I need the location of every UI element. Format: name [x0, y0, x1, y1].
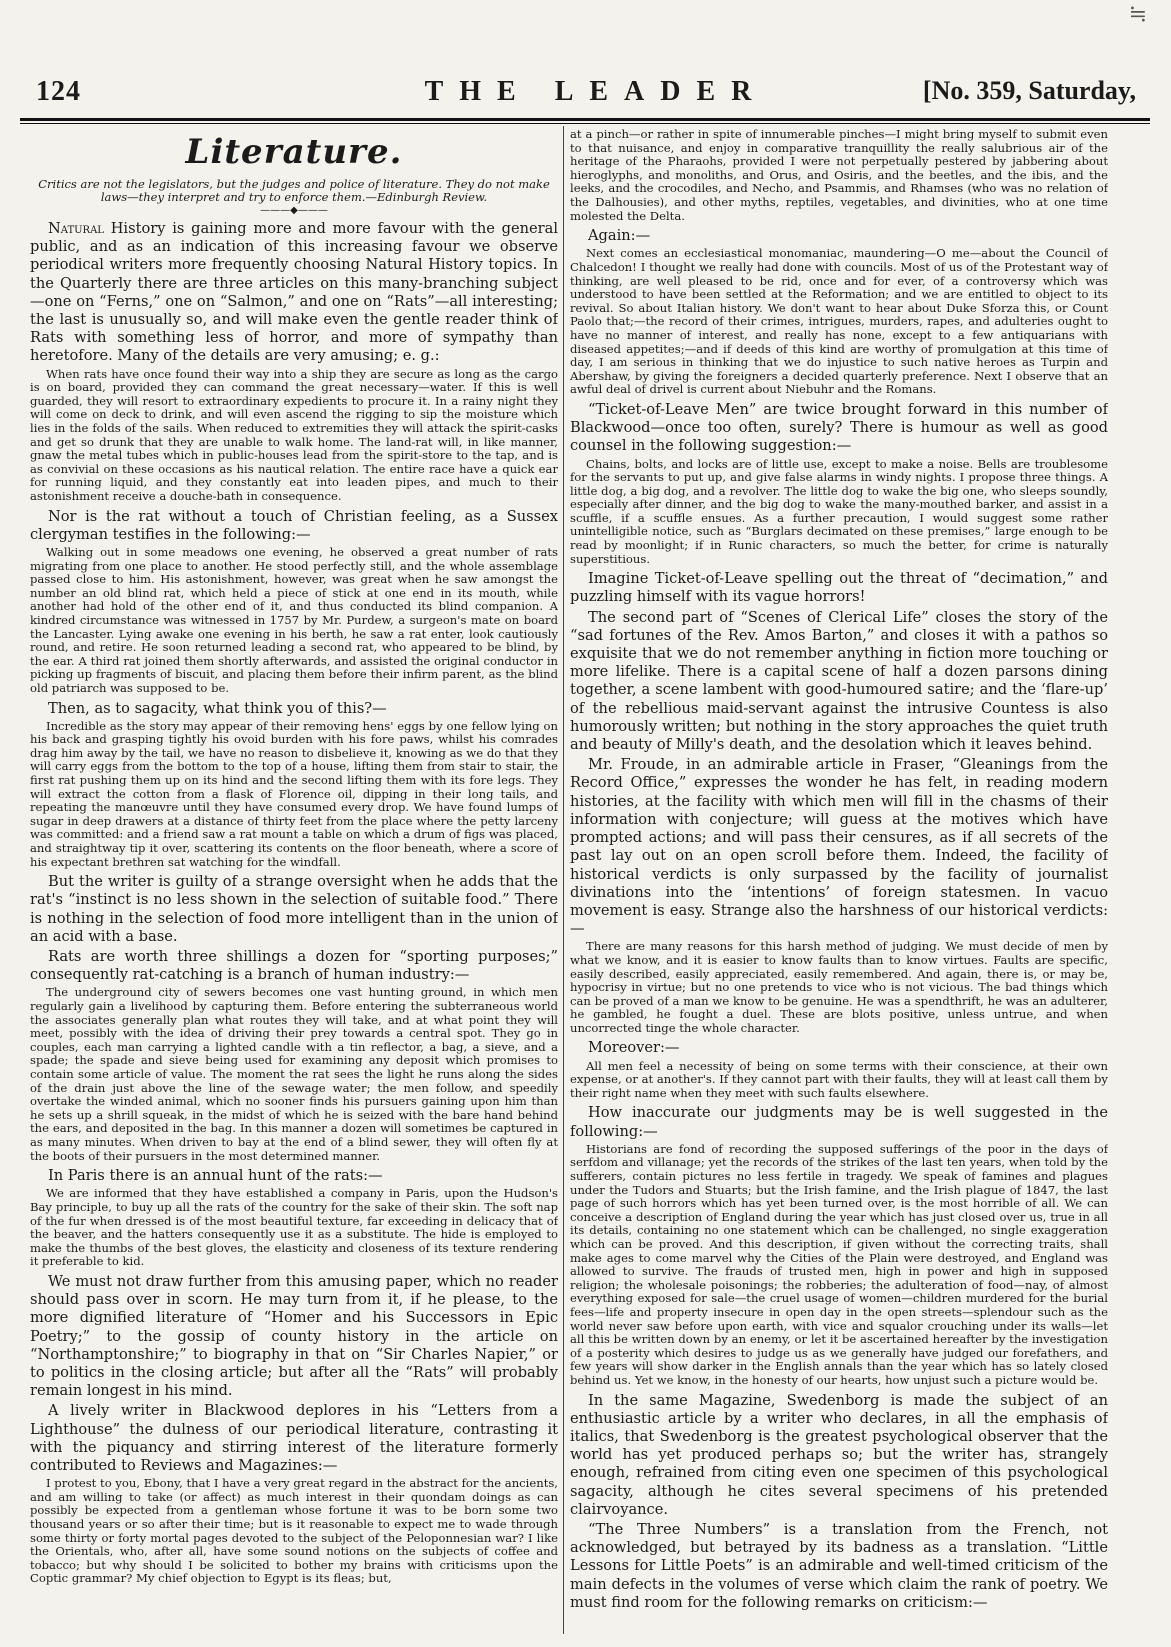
paragraph-text: History is gaining more and more favour with the general public, and as an indication of this increasing favour we observe periodical writers more frequently choosing Natural History topics. In the Quarterly there are three articles on this many-branching subject—one on “Ferns,” one on “Salmon,” and one on “Rats”—all interesting; the last is unusually so, and will make even the gentle reader think of Rats with something less of horror, and more of sympathy than heretofore. Many of the details are very amusing; e. g.:	[30, 220, 558, 365]
article-paragraph: “The Three Numbers” is a translation from the French, not acknowledged, but betrayed by its badness as a translation. “Little Lessons for Little Poets” is an admirable and well-timed criticism of the main defects in the volumes of verse which claim the rank of poetry. We must find room for the following remarks on criticism:—	[570, 1520, 1108, 1611]
quotation: I protest to you, Ebony, that I have a very great regard in the abstract for the ancients, and am willing to take (or affect) as much interest in their quondam doings as can possibly be expected from a gentleman whose fortune it was to be born some two thousand years or so after their time; but is it reasonable to expect me to wade through some thirty or forty mortal pages devoted to the subject of the Peloponnesian war? I like the Orientals, who, after all, have some sound notions on the subjects of coffee and tobacco; but why should I be solicited to bother my brains with criticisms upon the Coptic grammar? My chief objection to Egypt is its fleas; but,	[30, 1476, 558, 1586]
article-paragraph: Again:—	[588, 227, 651, 245]
lead-word: Natural	[48, 220, 104, 237]
article-paragraph: Then, as to sagacity, what think you of this?—	[48, 699, 387, 717]
quotation: Incredible as the story may appear of their removing hens' eggs by one fellow lying on his back and grasping tightly his ovoid burden with his fore paws, whilst his comrades drag him away by the tail, we have no reason to disbelieve it, knowing as we do that they will carry eggs from the bottom to the top of a house, lifting them from stair to stair, the first rat pushing them up on its hind and the second lifting them with its fore legs. They will extract the cotton from a flask of Florence oil, dipping in their long tails, and repeating the manœuvre until they have consumed every drop. We have found lumps of sugar in deep drawers at a distance of thirty feet from the place where the petty larceny was committed: and a friend saw a rat mount a table on which a drum of figs was placed, and straightway tip it over, scattering its contents on the floor beneath, where a score of his expectant brethren sat watching for the windfall.	[30, 718, 558, 869]
quotation: There are many reasons for this harsh method of judging. We must decide of men by what we know, and it is easier to know faults than to know virtues. Faults are specific, easily described, easily appreciated, easily remembered. And again, there is, or may be, hypocrisy in virtue; but no one pretends to vice who is not vicious. The bad things which can be proved of a man we know to be genuine. He was a spendthrift, he was an adulterer, he gambled, he fought a duel. These are blots positive, unless untrue, and when uncorrected tinge the whole character.	[570, 939, 1108, 1035]
quotation: Next comes an ecclesiastical monomaniac, maundering—O me—about the Council of Chalcedon! I thought we really had done with councils. Most of us of the Protestant way of thinking, are well pleased to be rid, once and for ever, of a controversy which was understood to have been settled at the Reformation; and we are entitled to object to its revival. So about Italian history. We don't want to hear about Duke Sforza this, or Count Paolo that;—the record of their crimes, intrigues, murders, rapes, and adulteries ought to have no manner of interest, and really has none, except to a few antiquarians with diseased appetites;—and if deeds of this kind are worthy of promulgation at this time of day, I am serious in thinking that we do injustice to such native heroes as Turpin and Abershaw, by giving the foreigners a decided quarterly preference. Next I observe that an awful deal of drivel is current about Niebuhr and the Romans.	[570, 246, 1108, 397]
article-paragraph: But the writer is guilty of a strange oversight when he adds that the rat's “instinct is no less shown in the selection of suitable food.” There is nothing in the selection of food more intelligent than in the union of an acid with a base.	[30, 873, 558, 945]
quotation: Walking out in some meadows one evening, he observed a great number of rats migrating from one place to another. He stood perfectly still, and the whole assemblage passed close to him. His astonishment, however, was great when he saw amongst the number an old blind rat, which held a piece of stick at one end in its mouth, while another had hold of the other end of it, and thus conducted its blind companion. A kindred circumstance was witnessed in 1757 by Mr. Purdew, a surgeon's mate on board the Lancaster. Lying awake one evening in his berth, he saw a rat enter, look cautiously round, and retire. He soon returned leading a second rat, who appeared to be blind, by the ear. A third rat joined them shortly afterwards, and assisted the original conductor in picking up fragments of biscuit, and placing them before their infirm parent, as the blind old patriarch was supposed to be.	[30, 544, 558, 695]
quotation: at a pinch—or rather in spite of innumerable pinches—I might bring myself to submit even to that nuisance, and enjoy in comparative tranquillity the really salubrious air of the heritage of the Pharaohs, provided I were not perpetually pestered by jabbering about hieroglyphs, and monoliths, and Orus, and Osiris, and the beetles, and the ibis, and the leeks, and the crocodiles, and Necho, and Psammis, and Rhamses (who was no relation of the Dalhousies), and other myths, reptiles, vegetables, and divinities, who at one time molested the Delta.	[570, 128, 1108, 223]
article-paragraph: Moreover:—	[588, 1039, 680, 1057]
quotation: The underground city of sewers becomes one vast hunting ground, in which men regularly gain a livelihood by capturing them. Before entering the subterraneous world the associates generally plan what routes they will take, and at what point they will meet, possibly with the idea of driving their prey towards a central spot. They go in couples, each man carrying a lighted candle with a tin reflector, a bag, a sieve, and a spade; the spade and sieve being used for examining any deposit which promises to contain some article of value. The moment the rat sees the light he runs along the sides of the drain just above the line of the sewage water; the men follow, and speedily overtake the winded animal, which no sooner finds his pursuers gaining upon him than he sets up a shrill squeak, in the midst of which he is seized with the bare hand behind the ears, and deposited in the bag. In this manner a dozen will sometimes be captured in as many minutes. When driven to bay at the end of a blind sewer, they will often fly at the boots of their pursuers in the most determined manner.	[30, 985, 558, 1163]
quotation: Historians are fond of recording the supposed sufferings of the poor in the days of serfdom and villanage; yet the records of the strikes of the last ten years, when told by the sufferers, contain pictures no less fertile in tragedy. We speak of famines and plagues under the Tudors and Stuarts; but the Irish famine, and the Irish plague of 1847, the last page of such horrors which has yet been turned over, is the most horrible of all. We can conceive a description of England during the year which has just closed over us, true in all its details, containing no one statement which can be challenged, no single exaggeration which can be proved. And this description, if given without the correcting traits, shall make ages to come marvel why the Cities of the Plain were destroyed, and England was allowed to survive. The frauds of trusted men, high in power and high in supposed religion; the wholesale poisonings; the robberies; the adulteration of food—nay, of almost everything exposed for sale—the cruel usage of women—children murdered for the burial fees—life and property insecure in open day in the open streets—splendour such as the world never saw before upon earth, with vice and squalor crouching under its walls—let all this be written down by an enemy, or let it be ascertained hereafter by the investigation of a posterity which desires to judge us as we generally have judged our forefathers, and few years will show darker in the English annals than the year which has so lately closed behind us. Yet we know, in the honesty of our hearts, how unjust such a picture would be.	[570, 1141, 1108, 1387]
header-rule-thick	[20, 118, 1150, 121]
article-paragraph: Mr. Froude, in an admirable article in Fraser, “Gleanings from the Record Office,” expresses the wonder he has felt, in reading modern histories, at the facility with which men will fill in the chasms of their information with conjecture; will guess at the motives which have prompted actions; and will pass their censures, as if all secrets of the past lay out on an open scroll before them. Indeed, the facility of historical verdicts is only surpassed by the facility of journalist divinations into the ‘intentions’ of foreign statesmen. In vacuo movement is easy. Strange also the harshness of our historical verdicts:—	[570, 756, 1108, 938]
column-divider	[563, 126, 564, 1634]
left-column	[30, 128, 558, 1638]
article-paragraph: “Ticket-of-Leave Men” are twice brought forward in this number of Blackwood—once too often, surely? There is humour as well as good counsel in the following suggestion:—	[570, 400, 1108, 455]
section-motto: Critics are not the legislators, but the judges and police of literature. They do not make laws—they interpret and try to enforce them.—Edinburgh Review.	[38, 177, 550, 204]
page-number: 124	[36, 76, 81, 107]
article-paragraph: Rats are worth three shillings a dozen for “sporting purposes;” consequently rat-catching is a branch of human industry:—	[30, 948, 558, 984]
section-title: Literature.	[185, 132, 403, 172]
article-paragraph: We must not draw further from this amusing paper, which no reader should pass over in scorn. He may turn from it, if he please, to the more dignified literature of “Homer and his Successors in Epic Poetry;” to the gossip of county history in the article on “Northamptonshire;” to biography in that on “Sir Charles Napier,” or to politics in the closing article; but after all the “Rats” will probably remain longest in his mind.	[30, 1272, 558, 1400]
article-paragraph: Nor is the rat without a touch of Christian feeling, as a Sussex clergyman testifies in the following:—	[30, 507, 558, 543]
page-header	[36, 76, 1136, 116]
masthead: THE LEADER	[424, 76, 768, 107]
quotation: When rats have once found their way into a ship they are secure as long as the cargo is on board, provided they can command the great necessary—water. If this is well guarded, they will resort to extraordinary expedients to procure it. In a rainy night they will come on deck to drink, and will even ascend the rigging to sip the moisture which lies in the folds of the sails. When reduced to extremities they will attack the spirit-casks and get so drunk that they are unable to walk home. The land-rat will, in like manner, gnaw the metal tubes which in public-houses lead from the spirit-store to the tap, and is as convivial on these occasions as his nautical relation. The entire race have a quick ear for running liquid, and they constantly eat into leaden pipes, and much to their astonishment receive a douche-bath in consequence.	[30, 366, 558, 503]
quotation: All men feel a necessity of being on some terms with their conscience, at their own expense, or at another's. If they cannot part with their faults, they will at least call them by their right name when they meet with such faults elsewhere.	[570, 1058, 1108, 1100]
article-paragraph: In Paris there is an annual hunt of the rats:—	[48, 1167, 383, 1185]
header-rule-thin	[20, 123, 1150, 124]
article-paragraph: How inaccurate our judgments may be is well suggested in the following:—	[570, 1104, 1108, 1140]
article-paragraph: Imagine Ticket-of-Leave spelling out the threat of “decimation,” and puzzling himself with its vague horrors!	[570, 570, 1108, 606]
article-paragraph: In the same Magazine, Swedenborg is made the subject of an enthusiastic article by a writer who declares, in all the emphasis of italics, that Swedenborg is the greatest psychological observer that the world has yet produced perhaps so; but the writer has, strangely enough, refrained from citing even one specimen of this psychological sagacity, although he cites several specimens of his pretended clairvoyance.	[570, 1391, 1108, 1518]
article-paragraph: A lively writer in Blackwood deplores in his “Letters from a Lighthouse” the dulness of our periodical literature, contrasting it with the piquancy and stirring interest of the literature formerly contributed to Reviews and Magazines:—	[30, 1402, 558, 1474]
article-paragraph	[30, 220, 558, 366]
quotation: We are informed that they have established a company in Paris, upon the Hudson's Bay principle, to buy up all the rats of the country for the sake of their skin. The soft nap of the fur when dressed is of the most beautiful texture, far exceeding in delicacy that of the beaver, and the hatters consequently use it as a substitute. The hide is employed to make the thumbs of the best gloves, the elasticity and closeness of its texture rendering it preferable to kid.	[30, 1186, 558, 1269]
issue-number: [No. 359, Saturday,	[922, 76, 1136, 105]
corner-mark: ≒	[1128, 2, 1147, 27]
article-paragraph: The second part of “Scenes of Clerical Life” closes the story of the “sad fortunes of the Rev. Amos Barton,” and closes it with a pathos so exquisite that we do not remember anything in fiction more touching or more lifelike. There is a capital scene of half a dozen parsons dining together, a scene lambent with good-humoured satire; and the ‘flare-up’ of the rebellious maid-servant against the intrusive Countess is also humorously written; but nothing in the story approaches the quiet truth and beauty of Milly's death, and the desolation which it leaves behind.	[570, 608, 1108, 754]
ornament-divider: ———◆———	[260, 205, 328, 216]
quotation: Chains, bolts, and locks are of little use, except to make a noise. Bells are troublesome for the servants to put up, and give false alarms in windy nights. I propose three things. A little dog, a big dog, and a revolver. The little dog to wake the big one, who sleeps soundly, especially after dinner, and the big dog to wake the many-mouthed barker, and assist in a scuffle, if a scuffle ensues. As a further precaution, I would suggest some rather unintelligible notice, such as “Burglars decimated on these premises,” large enough to be read by moonlight; if in Runic characters, so much the better, for crime is naturally superstitious.	[570, 456, 1108, 566]
right-column	[570, 128, 1108, 1638]
